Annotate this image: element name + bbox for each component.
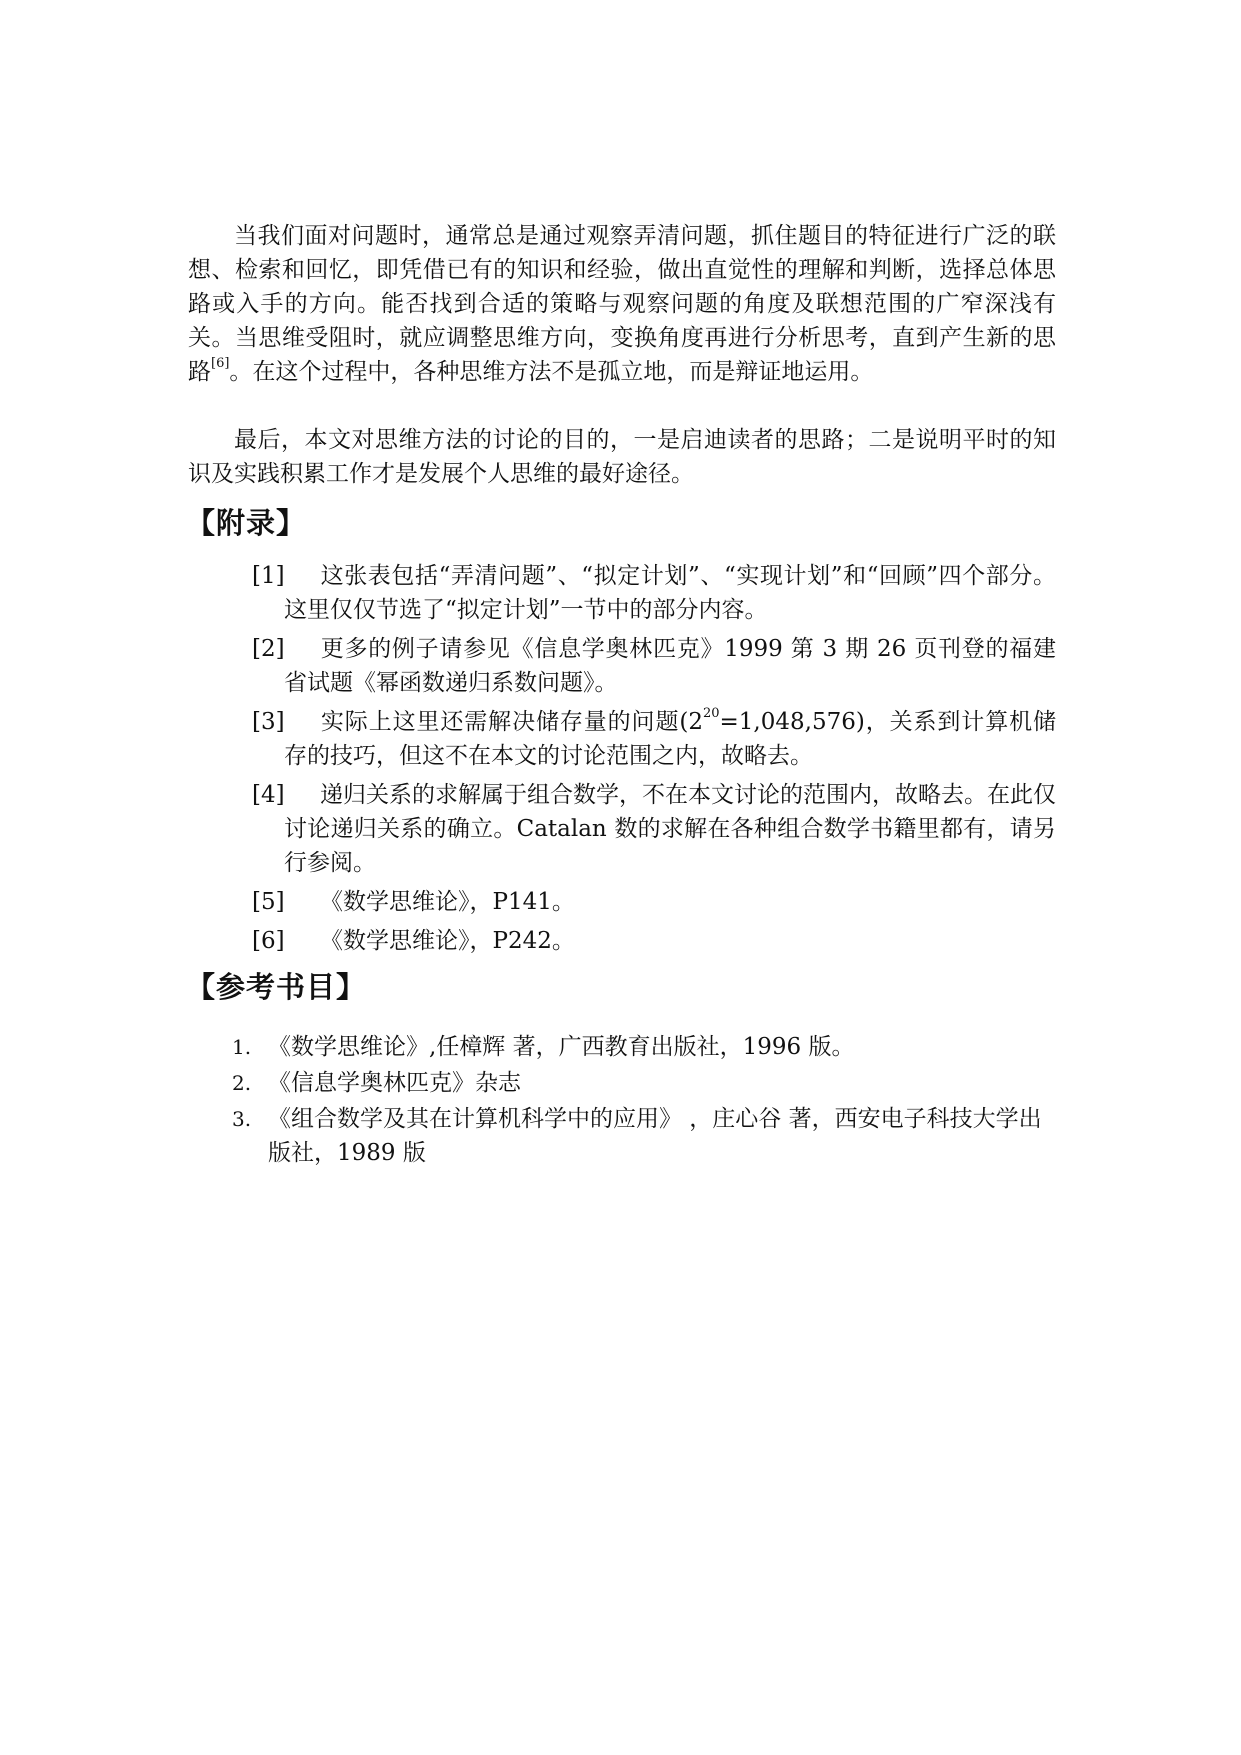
reference-number: 2. xyxy=(232,1071,252,1095)
paragraph-1-before-sup: 当我们面对问题时，通常总是通过观察弄清问题，抓住题目的特征进行广泛的联想、检索和回忆，即凭借已有的知识和经验，做出直觉性的理解和判断，选择总体思路或入手的方向。能否找到合适的策略与观察问题的角度及联想范围的广窄深浅有关。当思维受阻时，就应调整思维方向，变换角度再进行分析思考，直到产生新的思路 xyxy=(188,223,1056,385)
note-number: [2] xyxy=(252,636,285,662)
exponent-superscript: 20 xyxy=(702,706,720,721)
reference-text: 《数学思维论》,任樟辉 著，广西教育出版社，1996 版。 xyxy=(268,1034,855,1060)
paragraph-1-after-sup: 。在这个过程中，各种思维方法不是孤立地，而是辩证地运用。 xyxy=(229,359,874,385)
paragraph-1-text xyxy=(188,219,1056,389)
note-text: 《数学思维论》，P242。 xyxy=(320,928,575,954)
note-number: [6] xyxy=(252,928,285,954)
note-item xyxy=(252,632,1056,700)
note-number: [4] xyxy=(252,782,285,808)
note-item xyxy=(252,924,1056,958)
note-text-before-sup: 实际上这里还需解决储存量的问题(2 xyxy=(320,709,703,735)
note-item xyxy=(252,705,1056,773)
note-text-after-sup: =1,048,576)，关系到计算机储存的技巧，但这不在本文的讨论范围之内，故略去。 xyxy=(284,709,1056,769)
note-number: [3] xyxy=(252,709,285,735)
note-text: 递归关系的求解属于组合数学，不在本文讨论的范围内，故略去。在此仅讨论递归关系的确立。Catalan 数的求解在各种组合数学书籍里都有，请另行参阅。 xyxy=(284,782,1056,876)
note-item xyxy=(252,885,1056,919)
reference-item xyxy=(232,1030,1056,1064)
note-number: [1] xyxy=(252,563,285,589)
reference-item xyxy=(232,1066,1056,1100)
paragraph-2-text: 最后，本文对思维方法的讨论的目的，一是启迪读者的思路；二是说明平时的知识及实践积累工作才是发展个人思维的最好途径。 xyxy=(188,427,1056,487)
note-item xyxy=(252,559,1056,627)
note-text: 更多的例子请参见《信息学奥林匹克》1999 第 3 期 26 页刊登的福建省试题《幂函数递归系数问题》。 xyxy=(284,636,1056,696)
body-paragraph-2 xyxy=(188,423,1056,491)
reference-number: 3. xyxy=(232,1107,252,1131)
references-heading: 【参考书目】 xyxy=(186,970,367,1004)
reference-item xyxy=(232,1102,1056,1170)
citation-superscript: [6] xyxy=(211,356,230,371)
reference-text: 《组合数学及其在计算机科学中的应用》 ，庄心谷 著，西安电子科技大学出版社，1989 版 xyxy=(268,1106,1042,1166)
note-text: 这张表包括“弄清问题”、“拟定计划”、“实现计划”和“回顾”四个部分。这里仅仅节选了“拟定计划”一节中的部分内容。 xyxy=(284,563,1056,623)
appendix-notes-list xyxy=(252,559,1056,963)
references-list xyxy=(232,1030,1056,1172)
appendix-heading: 【附录】 xyxy=(186,506,307,540)
body-paragraph-1 xyxy=(188,219,1056,389)
reference-text: 《信息学奥林匹克》杂志 xyxy=(268,1070,521,1096)
reference-number: 1. xyxy=(232,1035,252,1059)
note-text: 《数学思维论》，P141。 xyxy=(320,889,575,915)
note-item xyxy=(252,778,1056,880)
note-number: [5] xyxy=(252,889,285,915)
